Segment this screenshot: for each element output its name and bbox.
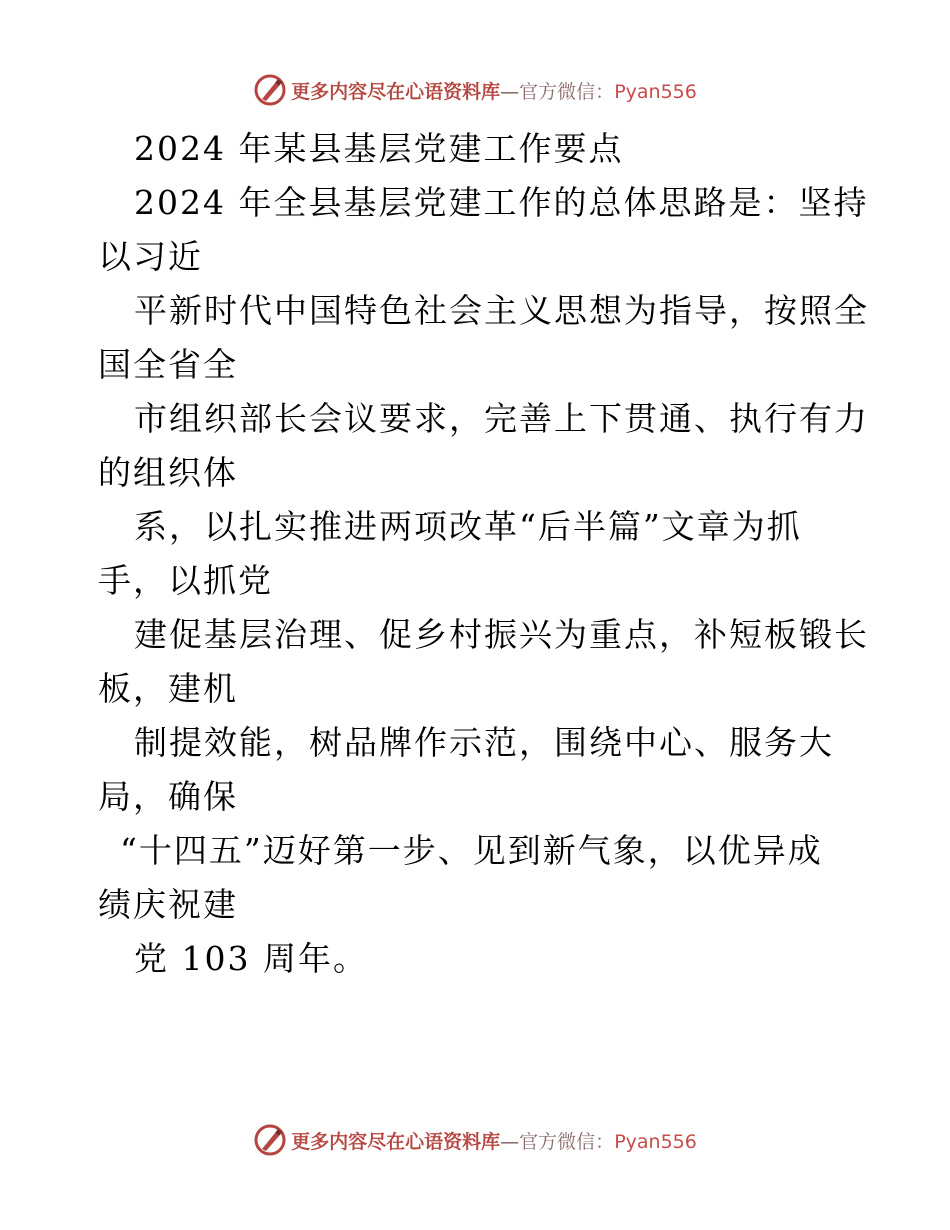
paragraph-line: 局，确保 [98,777,238,816]
footer-watermark [0,1120,950,1160]
watermark-dash: — [500,80,520,103]
paragraph-line: 系，以扎实推进两项改革“后半篇”文章为抓 [134,507,802,546]
watermark-dash: — [500,1130,520,1153]
document-title: 2024 年某县基层党建工作要点 [134,129,624,168]
document-body [98,122,868,986]
paragraph-line: 平新时代中国特色社会主义思想为指导，按照全 [134,291,869,330]
pen-logo-icon [253,1123,287,1157]
paragraph-line: 建促基层治理、促乡村振兴为重点，补短板锻长 [134,615,869,654]
watermark-text [291,1127,697,1154]
watermark-id: Pyan556 [614,1130,697,1153]
paragraph-line: 板，建机 [98,669,238,708]
paragraph-line: 党 103 周年。 [134,939,368,978]
paragraph-line: 市组织部长会议要求，完善上下贯通、执行有力 [134,399,869,438]
watermark-id: Pyan556 [614,80,697,103]
paragraph-line: “十四五”迈好第一步、见到新气象，以优异成 [120,831,823,870]
watermark-main: 更多内容尽在心语资料库 [291,1130,501,1153]
watermark-official: 官方微信： [519,1130,615,1153]
paragraph-line: 绩庆祝建 [98,885,238,924]
paragraph-line: 国全省全 [98,345,238,384]
header-watermark [0,70,950,110]
pen-logo-icon [253,73,287,107]
paragraph-line: 手，以抓党 [98,561,273,600]
watermark-official: 官方微信： [519,80,615,103]
watermark-text [291,77,697,104]
paragraph-line: 的组织体 [98,453,238,492]
watermark-main: 更多内容尽在心语资料库 [291,80,501,103]
paragraph-line: 以习近 [98,237,203,276]
paragraph-line: 制提效能，树品牌作示范，围绕中心、服务大 [134,723,834,762]
paragraph-line: 2024 年全县基层党建工作的总体思路是：坚持 [134,183,869,222]
